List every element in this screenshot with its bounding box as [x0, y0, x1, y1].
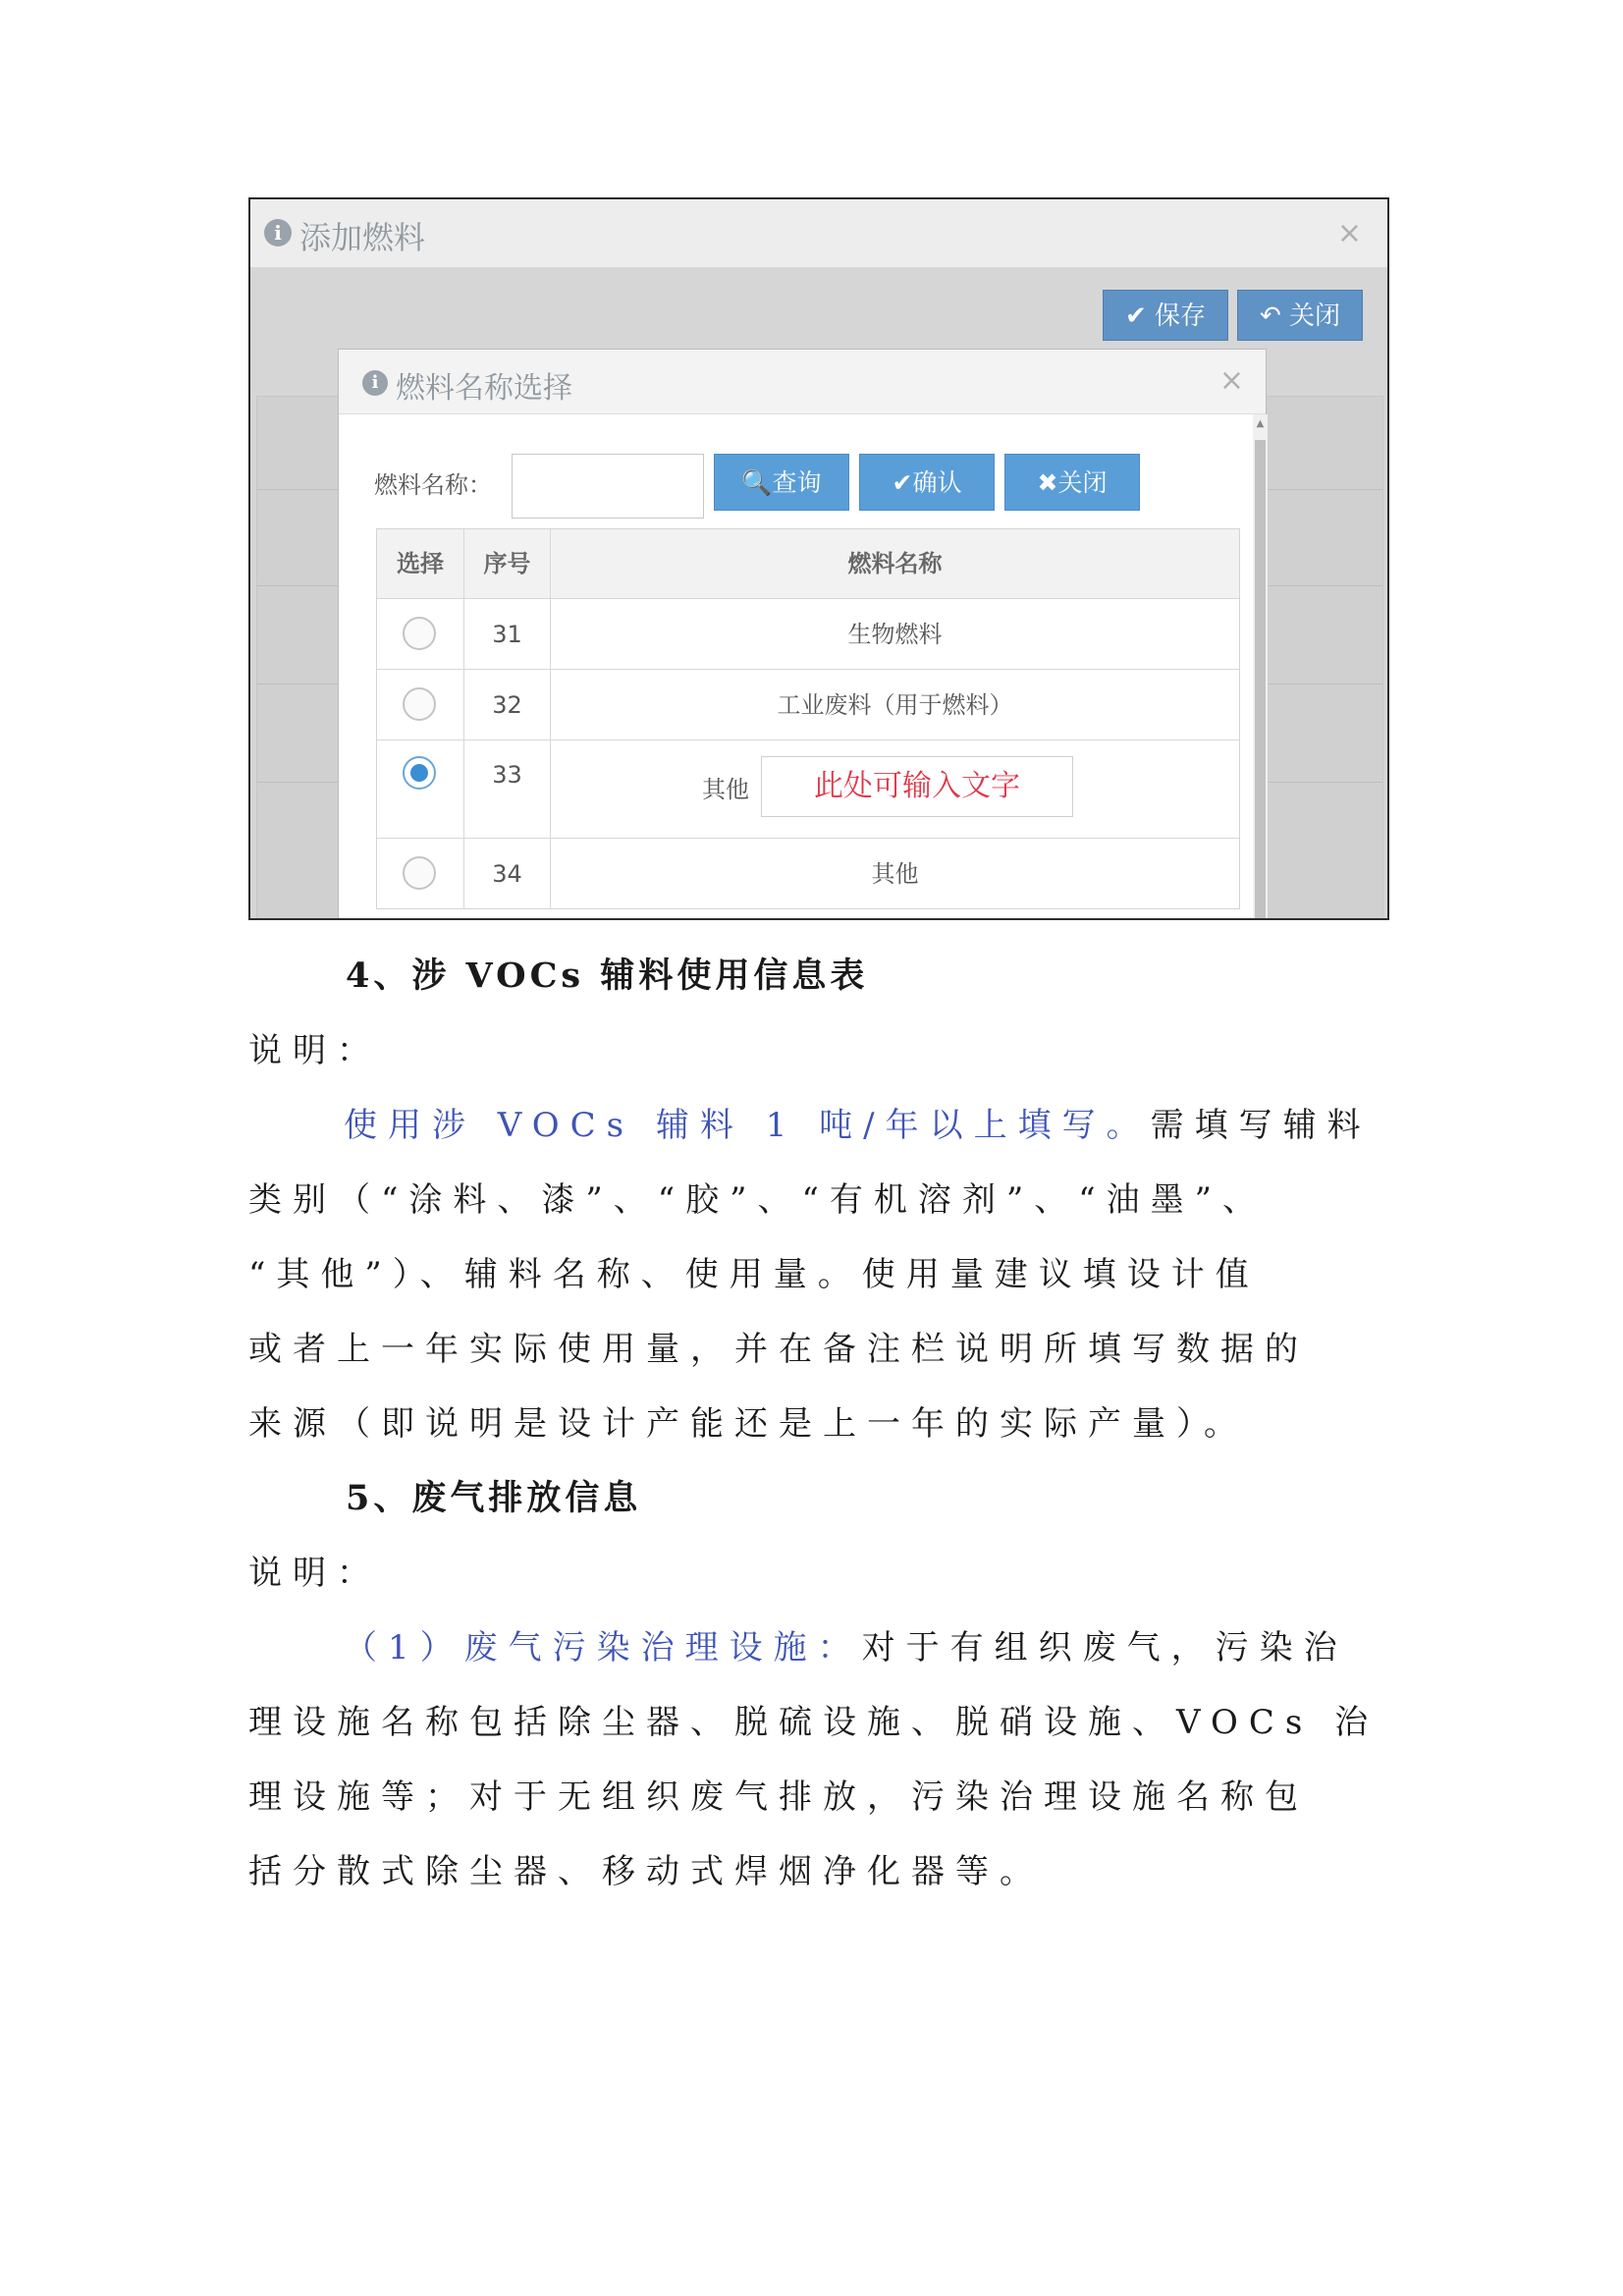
- section-5-heading: 5、废气排放信息: [346, 1478, 642, 1518]
- paragraph-line: 来源（即说明是设计产能还是上一年的实际产量）。: [248, 1404, 1248, 1444]
- other-fuel-input[interactable]: 此处可输入文字: [761, 756, 1073, 817]
- paragraph-line: “其他”）、辅料名称、使用量。使用量建议填设计值: [248, 1255, 1260, 1294]
- paragraph-line: 括分散式除尘器、移动式焊烟净化器等。: [248, 1852, 1044, 1891]
- header-select: 选择: [397, 550, 444, 577]
- inner-dialog-header: [339, 350, 1266, 414]
- table-row[interactable]: [377, 838, 1239, 908]
- table-row[interactable]: [377, 739, 1239, 838]
- close-icon[interactable]: ×: [1218, 363, 1244, 398]
- table-row[interactable]: [377, 598, 1239, 669]
- header-number: 序号: [463, 529, 550, 598]
- screenshot-figure: [248, 197, 1389, 920]
- radio-button[interactable]: [403, 617, 436, 650]
- fuel-table: [376, 528, 1240, 909]
- row-fuel-name: 工业废料（用于燃料）: [550, 670, 1239, 739]
- table-row[interactable]: [377, 669, 1239, 739]
- paragraph-line: 类别（“涂料、漆”、“胶”、“有机溶剂”、“油墨”、: [248, 1180, 1268, 1220]
- confirm-button[interactable]: ✔确认: [859, 454, 995, 511]
- paragraph-line: 理设施等；对于无组织废气排放，污染治理设施名称包: [248, 1777, 1309, 1817]
- row-number: 31: [463, 599, 550, 669]
- close-button[interactable]: ↶ 关闭: [1237, 290, 1363, 341]
- section-4-heading: 4、涉 VOCs 辅料使用信息表: [346, 956, 869, 996]
- header-fuel-name: 燃料名称: [550, 529, 1239, 598]
- paragraph-line: 使用涉 VOCs 辅料 1 吨/年以上填写。需填写辅料: [344, 1106, 1372, 1145]
- close-button[interactable]: ✖关闭: [1004, 454, 1140, 511]
- row-number: 34: [463, 839, 550, 908]
- row-number: 32: [463, 670, 550, 739]
- inner-dialog-title: 燃料名称选择: [396, 371, 572, 406]
- info-icon: i: [362, 370, 388, 396]
- paragraph-line: （1）废气污染治理设施：对于有组织废气，污染治: [344, 1628, 1348, 1667]
- paragraph-line: 理设施名称包括除尘器、脱硫设施、脱硝设施、VOCs 治: [248, 1703, 1380, 1742]
- paragraph-line: 或者上一年实际使用量，并在备注栏说明所填写数据的: [248, 1330, 1309, 1369]
- fuel-name-input[interactable]: [512, 454, 704, 519]
- scrollbar-thumb[interactable]: [1255, 440, 1266, 920]
- section-5-note-label: 说明：: [248, 1554, 381, 1593]
- radio-button[interactable]: [403, 856, 436, 890]
- row-fuel-name: 生物燃料: [550, 599, 1239, 669]
- scrollbar[interactable]: [1253, 414, 1268, 920]
- section-4-note-label: 说明：: [248, 1031, 381, 1070]
- info-icon: i: [264, 219, 292, 246]
- close-icon[interactable]: ×: [1336, 216, 1362, 250]
- row-number: 33: [463, 740, 550, 838]
- table-header: [377, 529, 1239, 598]
- radio-button[interactable]: [403, 687, 436, 721]
- radio-button-selected[interactable]: [403, 756, 436, 790]
- outer-dialog-title: 添加燃料: [299, 219, 426, 256]
- scroll-up-icon[interactable]: ▲: [1256, 418, 1265, 429]
- fuel-name-label: 燃料名称：: [374, 471, 492, 499]
- row-fuel-name: 其他: [702, 776, 749, 803]
- fuel-name-dialog: [338, 349, 1267, 920]
- outer-dialog-header: [250, 199, 1387, 268]
- save-button[interactable]: ✔ 保存: [1103, 290, 1228, 341]
- row-fuel-name: 其他: [550, 839, 1239, 908]
- query-button[interactable]: 🔍查询: [714, 454, 849, 511]
